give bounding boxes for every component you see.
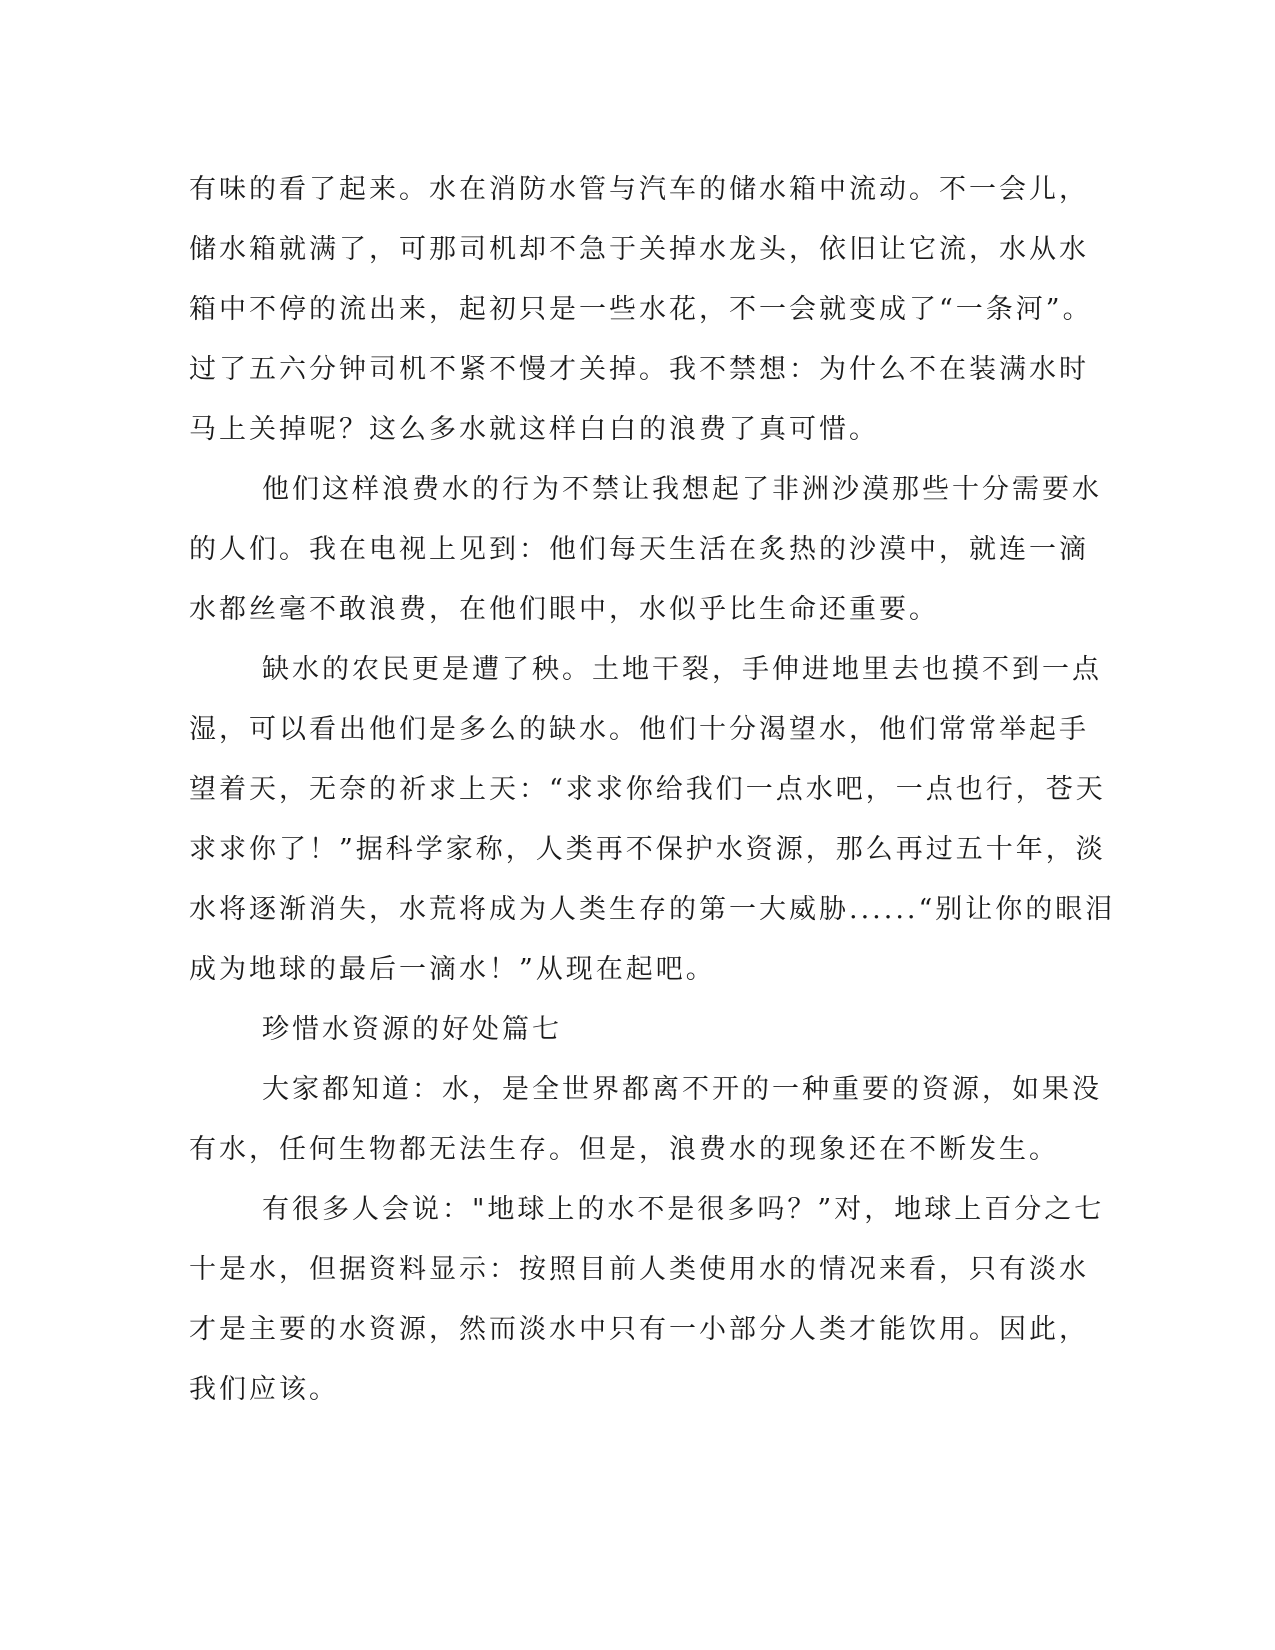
paragraph-start-line: 缺水的农民更是遭了秧。土地干裂，手伸进地里去也摸不到一点 [262, 654, 1102, 685]
paragraph-start-line: 有很多人会说："地球上的水不是很多吗？”对，地球上百分之七 [262, 1194, 1105, 1225]
text-line: 十是水，但据资料显示：按照目前人类使用水的情况来看，只有淡水 [189, 1254, 1089, 1285]
text-line: 马上关掉呢？这么多水就这样白白的浪费了真可惜。 [189, 414, 879, 445]
document-body [189, 160, 1116, 1420]
text-line: 过了五六分钟司机不紧不慢才关掉。我不禁想：为什么不在装满水时 [189, 354, 1089, 385]
text-line: 水都丝毫不敢浪费，在他们眼中，水似乎比生命还重要。 [189, 594, 939, 625]
paragraph-start-line: 大家都知道：水，是全世界都离不开的一种重要的资源，如果没 [262, 1074, 1102, 1105]
text-line: 望着天，无奈的祈求上天：“求求你给我们一点水吧，一点也行，苍天 [189, 774, 1106, 805]
text-line: 的人们。我在电视上见到：他们每天生活在炙热的沙漠中，就连一滴 [189, 534, 1089, 565]
text-line: 成为地球的最后一滴水！”从现在起吧。 [189, 954, 716, 985]
text-line: 我们应该。 [189, 1374, 339, 1405]
text-line: 湿，可以看出他们是多么的缺水。他们十分渴望水，他们常常举起手 [189, 714, 1089, 745]
text-line: 储水箱就满了，可那司机却不急于关掉水龙头，依旧让它流，水从水 [189, 234, 1089, 265]
paragraph-start-line: 他们这样浪费水的行为不禁让我想起了非洲沙漠那些十分需要水 [262, 474, 1102, 505]
text-line: 箱中不停的流出来，起初只是一些水花，不一会就变成了“一条河”。 [189, 294, 1093, 325]
text-line: 水将逐渐消失，水荒将成为人类生存的第一大威胁......“别让你的眼泪 [189, 894, 1116, 925]
text-line: 有水，任何生物都无法生存。但是，浪费水的现象还在不断发生。 [189, 1134, 1059, 1165]
text-line: 才是主要的水资源，然而淡水中只有一小部分人类才能饮用。因此， [189, 1314, 1089, 1345]
section-heading: 珍惜水资源的好处篇七 [262, 1014, 562, 1045]
text-line: 求求你了！”据科学家称，人类再不保护水资源，那么再过五十年，淡 [189, 834, 1106, 865]
text-line: 有味的看了起来。水在消防水管与汽车的储水箱中流动。不一会儿， [189, 174, 1089, 205]
